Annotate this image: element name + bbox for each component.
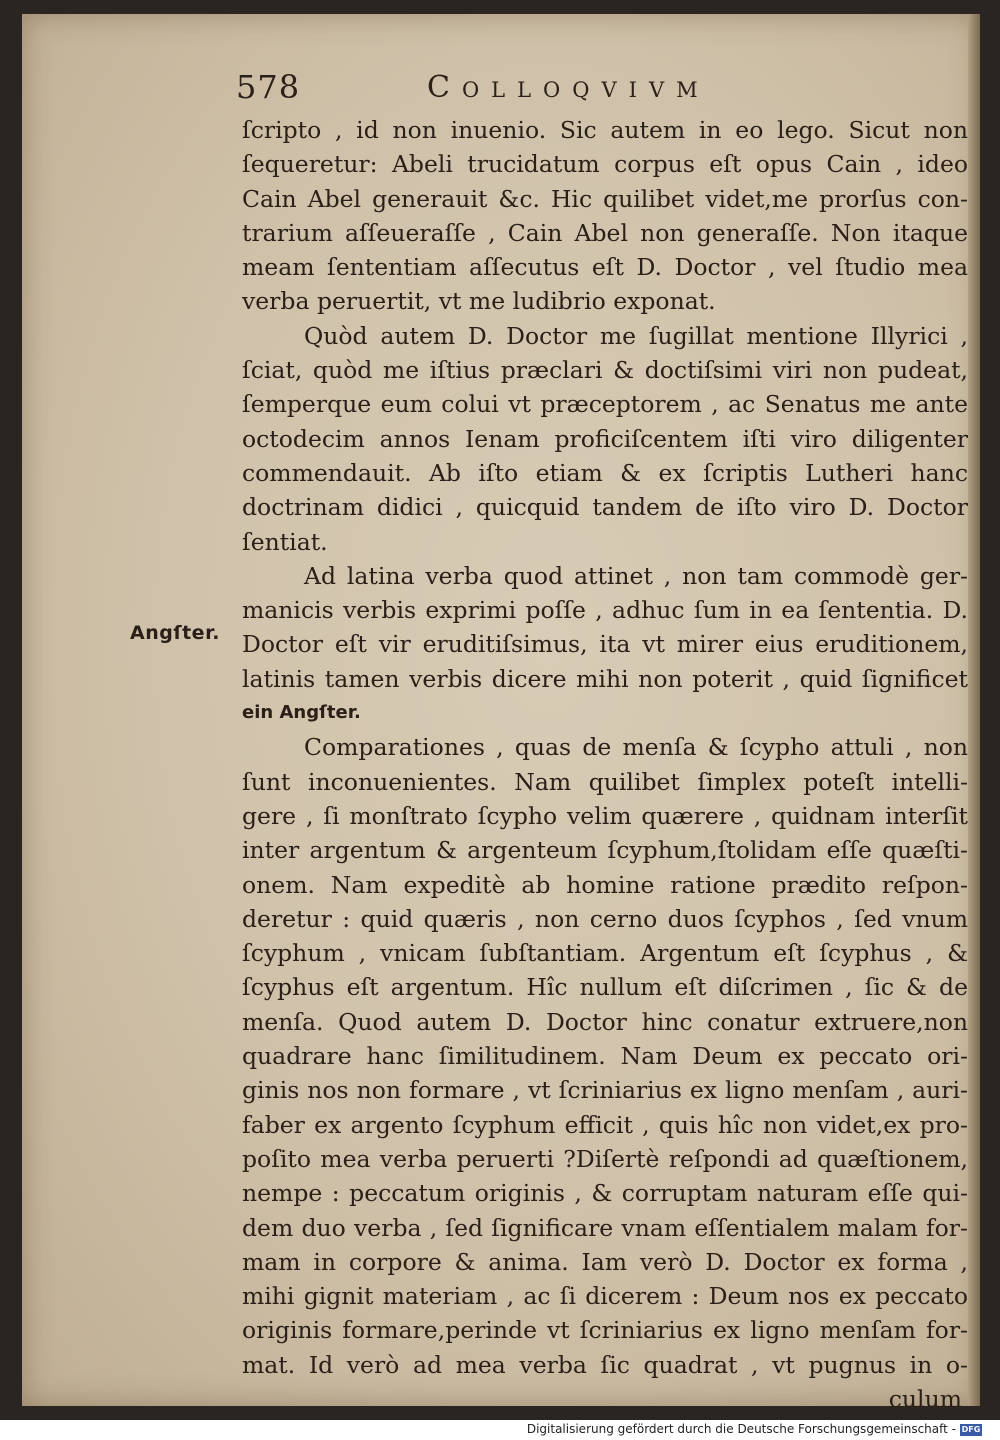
text-line: originis formare,perinde vt ſcriniarius ex ligno menſam for- xyxy=(242,1316,968,1345)
text-line: faber ex argento ſcyphum efficit , quis hîc non videt,ex pro- xyxy=(242,1110,968,1139)
text-line: latinis tamen verbis dicere mihi non poterit , quid ſignificet xyxy=(242,664,968,693)
text-line: trarium aſſeueraſſe , Cain Abel non generaſſe. Non itaque xyxy=(242,218,968,247)
text-line: ſequeretur: Abeli trucidatum corpus eſt opus Cain , ideo xyxy=(242,150,968,179)
text-line: quadrare hanc ſimilitudinem. Nam Deum ex peccato ori- xyxy=(242,1042,968,1071)
text-line: Cain Abel generauit &c. Hic quilibet videt,me prorſus con- xyxy=(242,184,968,213)
page-number: 578 xyxy=(236,68,301,106)
text-line: octodecim annos Ienam proficiſcentem iſti viro diligenter xyxy=(242,424,968,453)
catchword: culum xyxy=(888,1384,962,1413)
text-line: mat. Id verò ad mea verba ſic quadrat , vt pugnus in o- xyxy=(242,1350,968,1379)
text-line: manicis verbis exprimi poſſe , adhuc ſum in ea ſententia. D. xyxy=(242,596,968,625)
body-text xyxy=(242,113,968,1416)
text-line: ſentiat. xyxy=(242,527,328,556)
text-line: ginis nos non formare , vt ſcriniarius ex ligno menſam , auri- xyxy=(242,1076,968,1105)
text-line: Doctor eſt vir eruditiſsimus, ita vt mirer eius eruditionem, xyxy=(242,630,968,659)
text-line: Ad latina verba quod attinet , non tam commodè ger- xyxy=(304,561,968,590)
text-line: Quòd autem D. Doctor me ſugillat mentione Illyrici , xyxy=(304,321,968,350)
text-line: ſcripto , id non inuenio. Sic autem in eo lego. Sicut non xyxy=(242,116,968,144)
funding-notice: Digitalisierung gefördert durch die Deutsche Forschungsgemeinschaft - xyxy=(526,1422,956,1436)
dfg-logo: DFG xyxy=(961,1425,981,1434)
text-line: dem duo verba , ſed ſignificare vnam eſſentialem malam for- xyxy=(242,1213,968,1242)
text-line: gere , ſi monſtrato ſcypho velim quærere , quidnam interſit xyxy=(242,801,968,830)
text-line: ſciat, quòd me iſtius præclari & doctiſsimi viri non pudeat, xyxy=(242,356,968,385)
text-line: mihi gignit materiam , ac ſi dicerem : Deum nos ex peccato xyxy=(242,1282,968,1311)
page-edge xyxy=(968,14,980,1406)
margin-note: Angſter. xyxy=(130,622,220,644)
running-title: Colloqvivm xyxy=(427,70,710,105)
page-header xyxy=(232,68,932,112)
text-line: menſa. Quod autem D. Doctor hinc conatur extruere,non xyxy=(242,1007,968,1036)
text-line: mam in corpore & anima. Iam verò D. Doctor ex forma , xyxy=(242,1247,968,1276)
text-line: commendauit. Ab iſto etiam & ex ſcriptis Lutheri hanc xyxy=(242,458,968,487)
text-line: verba peruertit, vt me ludibrio exponat. xyxy=(242,287,716,316)
text-line: nempe : peccatum originis , & corruptam naturam eſſe qui- xyxy=(242,1179,968,1208)
text-line: ſcyphum , vnicam ſubſtantiam. Argentum eſt ſcyphus , & xyxy=(242,939,968,968)
text-line: ſemperque eum colui vt præceptorem , ac Senatus me ante xyxy=(242,390,968,419)
text-line: poſito mea verba peruerti ?Diſertè reſpondi ad quæſtionem, xyxy=(242,1144,968,1173)
text-line: onem. Nam expeditè ab homine ratione prædito reſpon- xyxy=(242,870,968,899)
text-line: ein Angſter. xyxy=(242,702,361,724)
text-line: meam ſententiam aſſecutus eſt D. Doctor , vel ſtudio mea xyxy=(242,253,968,282)
text-line: Comparationes , quas de menſa & ſcypho attuli , non xyxy=(304,733,968,762)
text-line: ſunt inconuenientes. Nam quilibet ſimplex poteſt intelli- xyxy=(242,767,968,796)
text-line: ſcyphus eſt argentum. Hîc nullum eſt diſcrimen , ſic & de xyxy=(242,973,968,1002)
footer xyxy=(0,1420,1000,1440)
text-line: inter argentum & argenteum ſcyphum,ſtolidam eſſe quæſti- xyxy=(242,836,968,865)
text-line: doctrinam didici , quicquid tandem de iſto viro D. Doctor xyxy=(242,493,968,522)
text-line: deretur : quid quæris , non cerno duos ſcyphos , ſed vnum xyxy=(242,904,968,933)
